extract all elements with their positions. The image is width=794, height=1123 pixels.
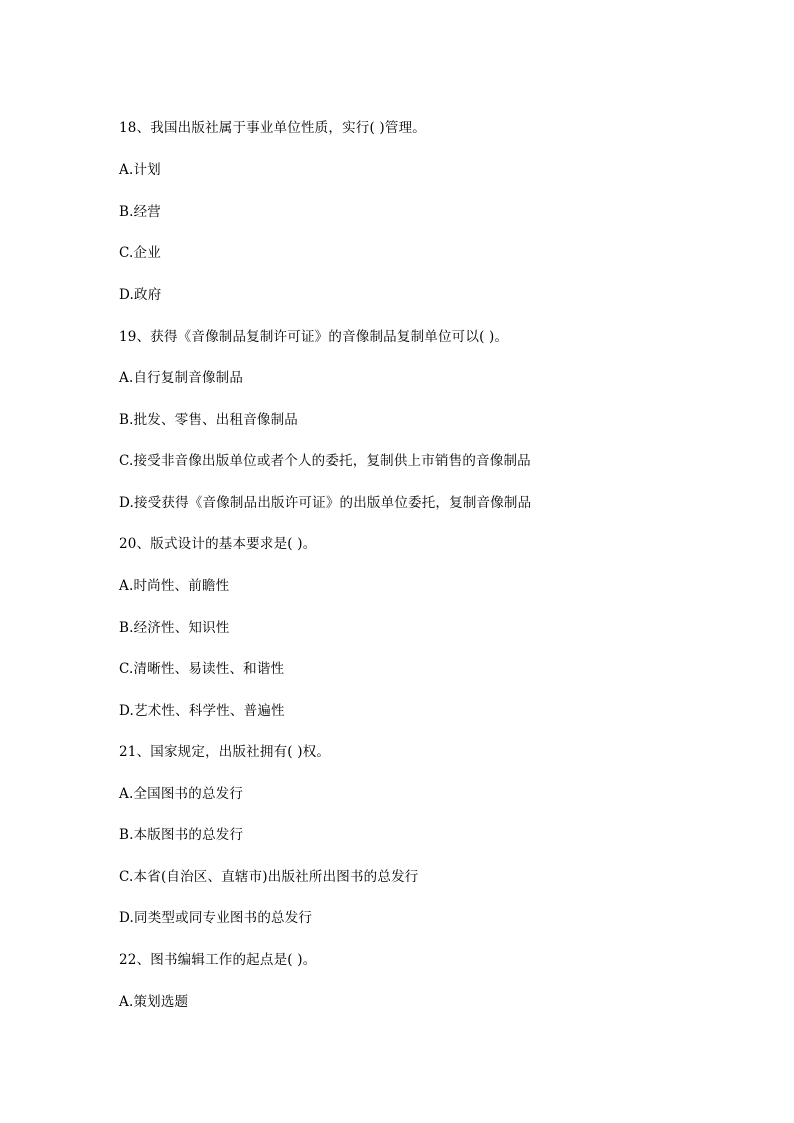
question-20-stem: 20、版式设计的基本要求是( )。 [119,536,317,552]
question-20-option-d: D.艺术性、科学性、普遍性 [119,703,285,719]
question-20-option-c: C.清晰性、易读性、和谐性 [119,661,285,677]
question-22-stem: 22、图书编辑工作的起点是( )。 [119,952,317,968]
question-19-option-d: D.接受获得《音像制品出版许可证》的出版单位委托，复制音像制品 [119,495,532,511]
question-21-option-b: B.本版图书的总发行 [119,827,244,843]
question-18-option-c: C.企业 [119,245,161,261]
question-21-stem: 21、国家规定，出版社拥有( )权。 [119,744,331,760]
question-21-option-c: C.本省(自治区、直辖市)出版社所出图书的总发行 [119,869,419,885]
question-20-option-a: A.时尚性、前瞻性 [119,578,230,594]
question-18-option-d: D.政府 [119,287,162,303]
question-21-option-a: A.全国图书的总发行 [119,786,244,802]
question-21-option-d: D.同类型或同专业图书的总发行 [119,910,313,926]
question-18-option-a: A.计划 [119,162,161,178]
question-19-option-a: A.自行复制音像制品 [119,370,244,386]
question-22-option-a: A.策划选题 [119,994,189,1010]
question-20-option-b: B.经济性、知识性 [119,620,230,636]
question-18-stem: 18、我国出版社属于事业单位性质，实行( )管理。 [119,120,427,136]
question-19-stem: 19、获得《音像制品复制许可证》的音像制品复制单位可以( )。 [119,329,509,345]
question-19-option-b: B.批发、零售、出租音像制品 [119,412,299,428]
question-18-option-b: B.经营 [119,204,162,220]
question-19-option-c: C.接受非音像出版单位或者个人的委托，复制供上市销售的音像制品 [119,453,531,469]
